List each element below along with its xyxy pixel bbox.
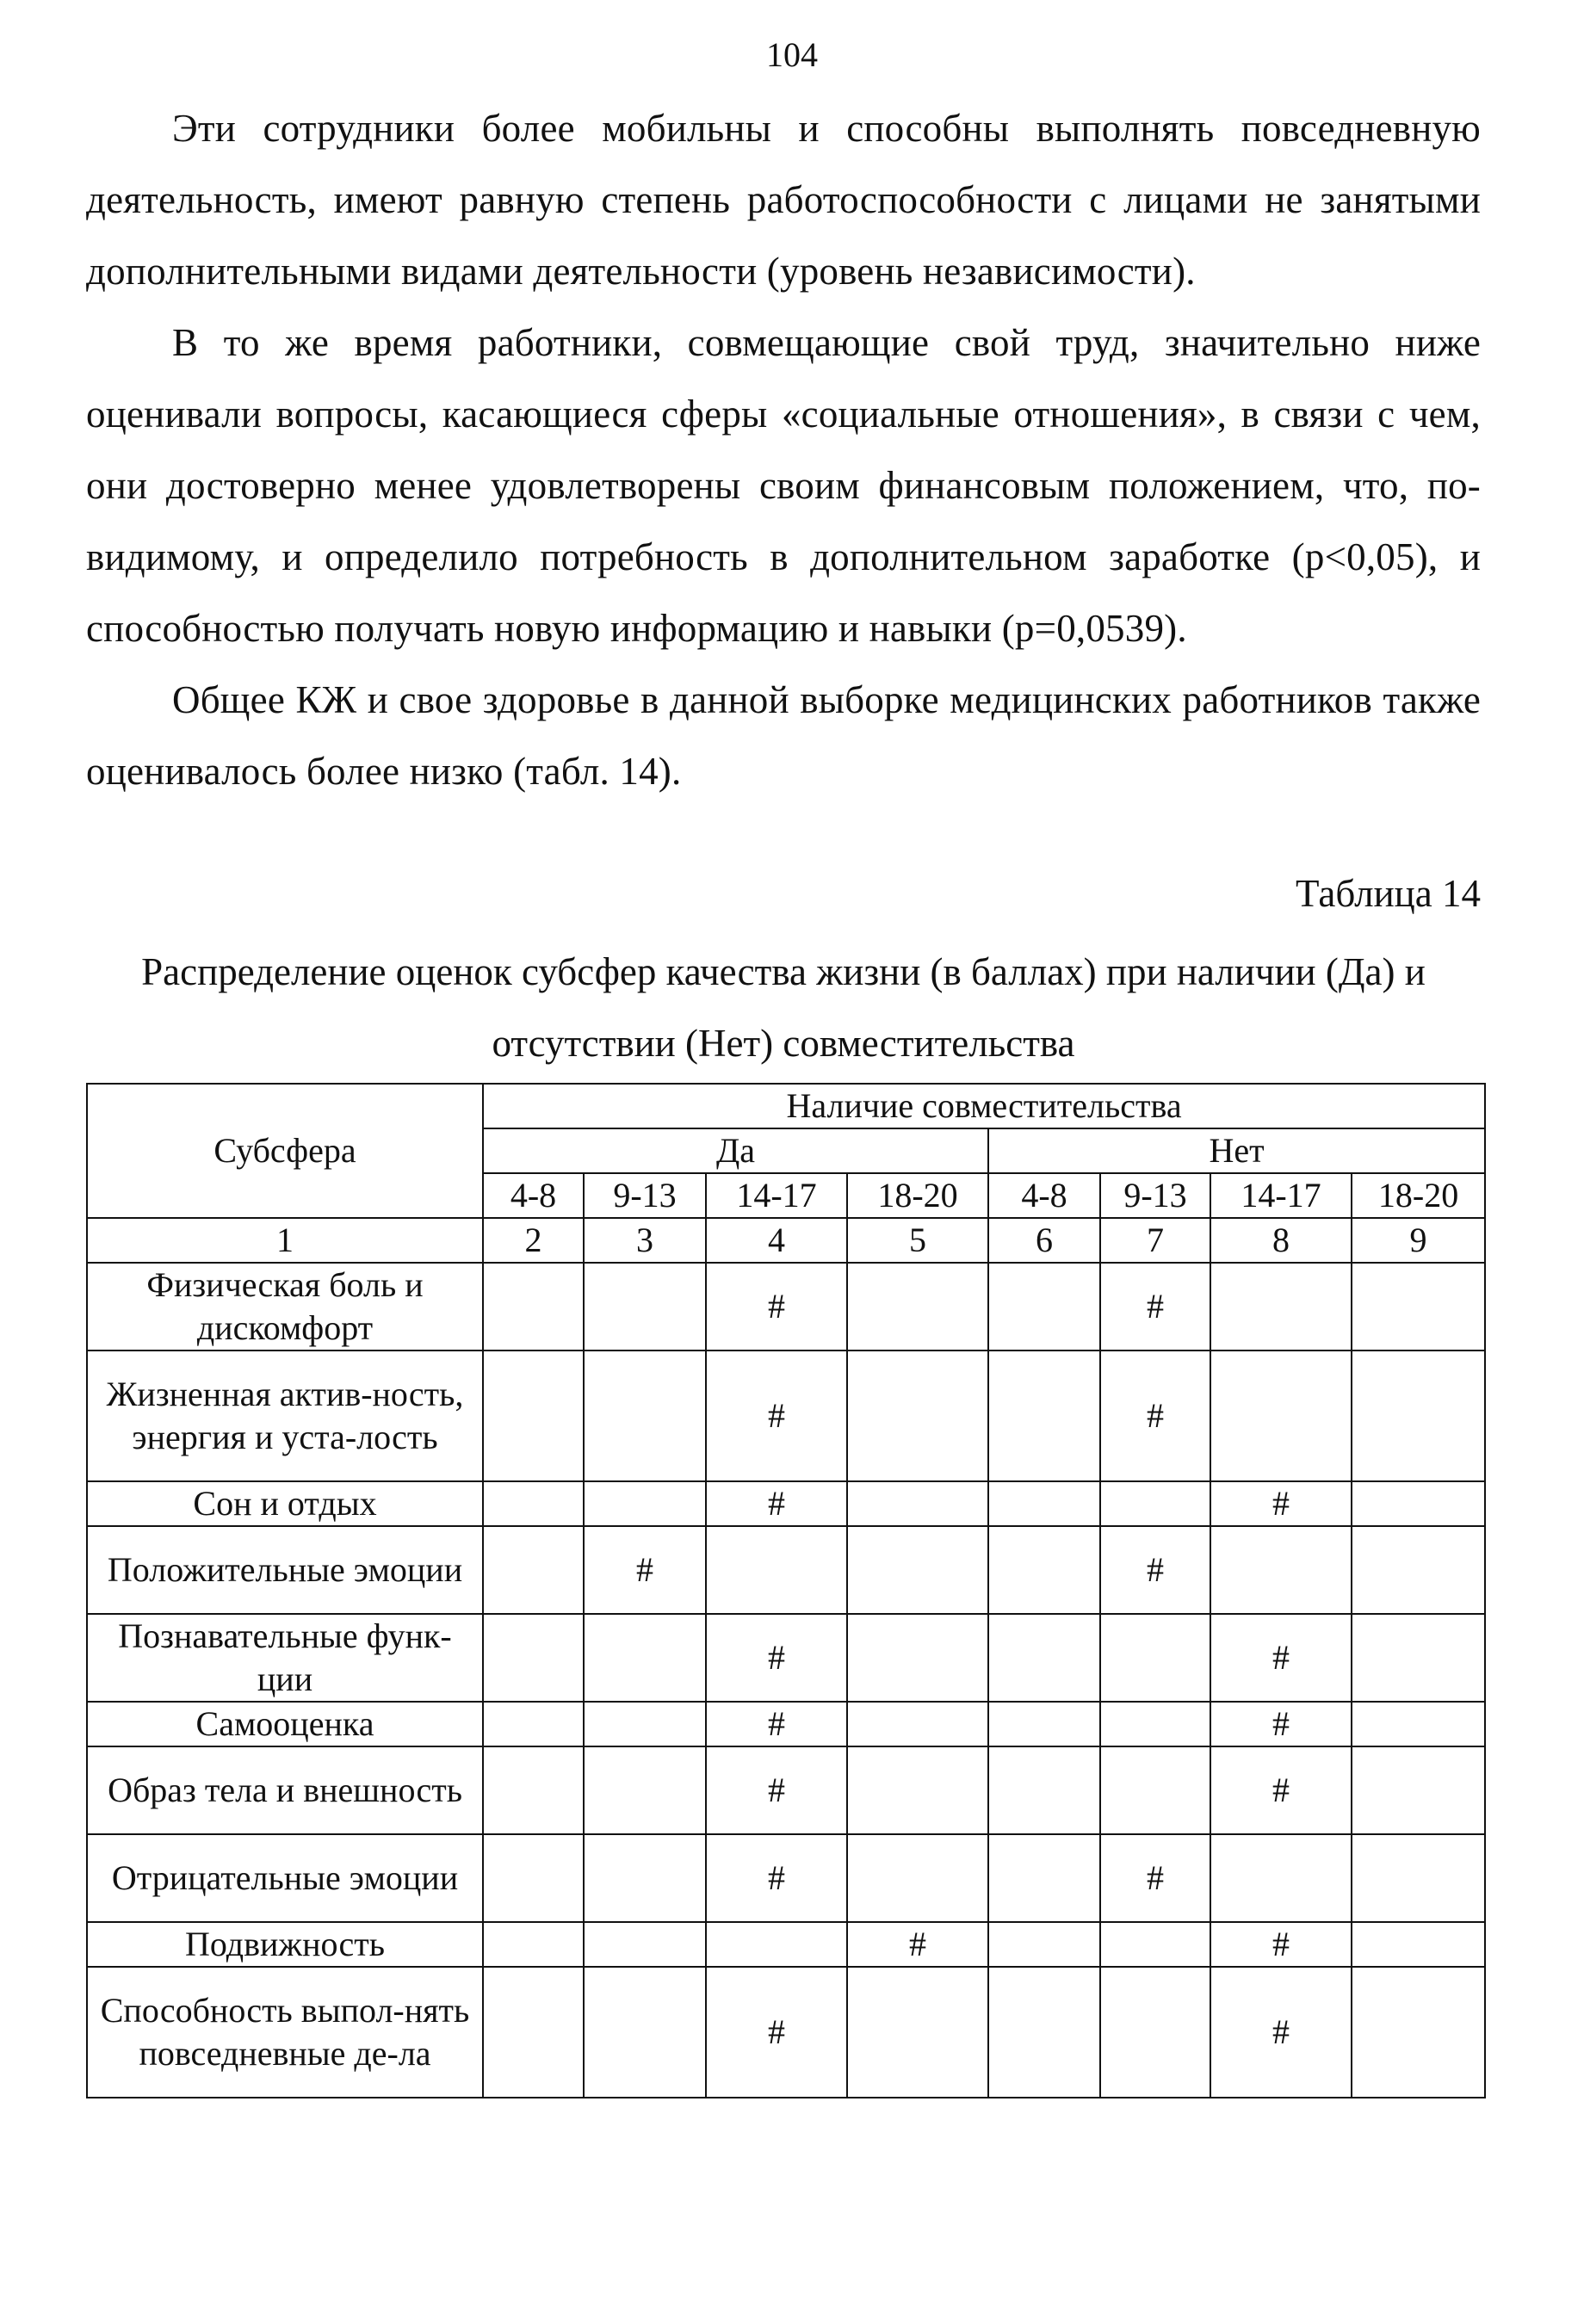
table-cell: # [1210,1481,1352,1526]
table-cell: # [1100,1263,1210,1351]
table-cell [483,1834,584,1922]
table-cell [1100,1481,1210,1526]
table-row [87,1481,1485,1526]
table-row [87,1614,1485,1702]
table-cell [847,1614,988,1702]
table-cell: # [706,1614,847,1702]
table-cell [988,1351,1100,1481]
subsphere-name: Образ тела и внешность [87,1746,483,1834]
header-group: Наличие совместительства [483,1084,1485,1128]
body-text [86,93,1481,807]
header-range: 14-17 [706,1173,847,1218]
table-cell [584,1351,706,1481]
column-number: 3 [584,1218,706,1263]
header-range: 14-17 [1210,1173,1352,1218]
subsphere-name: Познавательные функ-ции [87,1614,483,1702]
table-cell: # [584,1526,706,1614]
table-cell [1352,1481,1485,1526]
table-cell [1352,1967,1485,2098]
table-cell [1352,1746,1485,1834]
table-cell: # [1210,1922,1352,1967]
table-cell [847,1481,988,1526]
table-cell [988,1967,1100,2098]
table-cell [1100,1746,1210,1834]
subsphere-name: Подвижность [87,1922,483,1967]
table-cell: # [1210,1614,1352,1702]
table-cell [1210,1834,1352,1922]
header-range: 18-20 [1352,1173,1485,1218]
subsphere-name: Отрицательные эмоции [87,1834,483,1922]
table-cell [483,1526,584,1614]
table-cell [1100,1702,1210,1746]
subsphere-name: Жизненная актив-ность, энергия и уста-лость [87,1351,483,1481]
table-cell [847,1834,988,1922]
table-row [87,1351,1485,1481]
table-cell [988,1526,1100,1614]
column-number: 2 [483,1218,584,1263]
table-cell [584,1834,706,1922]
paragraph-3: Общее КЖ и свое здоровье в данной выборке медицинских работников также оценивалось более низко (табл. 14). [86,678,1481,793]
table-cell [1352,1702,1485,1746]
header-range: 4-8 [988,1173,1100,1218]
table-cell [483,1967,584,2098]
table-cell [483,1746,584,1834]
table-label: Таблица 14 [1296,872,1481,915]
page-number: 104 [766,35,818,74]
table-cell [706,1922,847,1967]
column-number: 9 [1352,1218,1485,1263]
table-row [87,1702,1485,1746]
table-row [87,1746,1485,1834]
header-yes: Да [483,1128,988,1173]
table-cell [988,1746,1100,1834]
table-cell: # [1210,1746,1352,1834]
table-row [87,1967,1485,2098]
table-cell: # [706,1263,847,1351]
table-cell [584,1614,706,1702]
table-cell [988,1263,1100,1351]
table-cell [847,1526,988,1614]
subsphere-name: Способность выпол-нять повседневные де-ла [87,1967,483,2098]
table-cell [1352,1526,1485,1614]
table-row [87,1263,1485,1351]
table-cell [483,1922,584,1967]
paragraph-2: В то же время работники, совмещающие свой труд, значительно ниже оценивали вопросы, касающиеся сферы «социальные отношения», в связи с чем, они достоверно менее удовлетворены своим финансовым положением, что, по-видимому, и определило потребность в дополнительном заработке (p<0,05), и способностью получать новую информацию и навыки (p=0,0539). [86,321,1481,650]
header-range: 4-8 [483,1173,584,1218]
header-no: Нет [988,1128,1485,1173]
table-row [87,1922,1485,1967]
table-cell [847,1746,988,1834]
subsphere-name: Самооценка [87,1702,483,1746]
table-row [87,1526,1485,1614]
column-number: 6 [988,1218,1100,1263]
table-cell [1100,1922,1210,1967]
table-row [87,1834,1485,1922]
table-cell [483,1263,584,1351]
table-cell [1352,1922,1485,1967]
column-number: 5 [847,1218,988,1263]
table-cell [1210,1351,1352,1481]
column-number: 1 [87,1218,483,1263]
table-cell [847,1351,988,1481]
table-cell: # [1100,1526,1210,1614]
table-cell: # [1100,1351,1210,1481]
table-cell [988,1922,1100,1967]
table-cell [584,1746,706,1834]
table-cell [1352,1834,1485,1922]
header-range: 9-13 [584,1173,706,1218]
table-cell [483,1481,584,1526]
column-number: 4 [706,1218,847,1263]
table-cell [483,1351,584,1481]
table-cell [988,1702,1100,1746]
subsphere-name: Положительные эмоции [87,1526,483,1614]
table-cell [847,1263,988,1351]
table-cell [706,1526,847,1614]
table-cell [483,1702,584,1746]
table-cell [988,1834,1100,1922]
column-number: 7 [1100,1218,1210,1263]
table-cell [1210,1526,1352,1614]
table-cell: # [706,1481,847,1526]
table-cell: # [706,1834,847,1922]
table-cell: # [1100,1834,1210,1922]
subsphere-name: Сон и отдых [87,1481,483,1526]
table-cell [988,1614,1100,1702]
paragraph-1: Эти сотрудники более мобильны и способны выполнять повседневную деятельность, имеют равную степень работоспособности с лицами не занятыми дополнительными видами деятельности (уровень независимости). [86,107,1481,293]
subsphere-table [86,1083,1486,2098]
header-subsphere: Субсфера [87,1084,483,1218]
table-cell: # [847,1922,988,1967]
table-cell [1352,1351,1485,1481]
table-cell [483,1614,584,1702]
table-cell: # [1210,1967,1352,2098]
table-cell: # [706,1746,847,1834]
table-cell: # [706,1967,847,2098]
table-cell: # [1210,1702,1352,1746]
header-range: 9-13 [1100,1173,1210,1218]
table-cell [584,1702,706,1746]
table-cell [584,1263,706,1351]
table-cell [1100,1614,1210,1702]
table-cell [1100,1967,1210,2098]
table-cell [847,1702,988,1746]
table-cell [1210,1263,1352,1351]
header-range: 18-20 [847,1173,988,1218]
table-title: Распределение оценок субсфер качества жизни (в баллах) при наличии (Да) и отсутствии (Нет) совместительства [141,950,1426,1065]
table-cell: # [706,1351,847,1481]
table-cell: # [706,1702,847,1746]
column-number: 8 [1210,1218,1352,1263]
table-cell [584,1922,706,1967]
table-cell [1352,1614,1485,1702]
table-cell [988,1481,1100,1526]
subsphere-name: Физическая боль и дискомфорт [87,1263,483,1351]
table-cell [1352,1263,1485,1351]
table-cell [584,1481,706,1526]
table-cell [584,1967,706,2098]
table-cell [847,1967,988,2098]
